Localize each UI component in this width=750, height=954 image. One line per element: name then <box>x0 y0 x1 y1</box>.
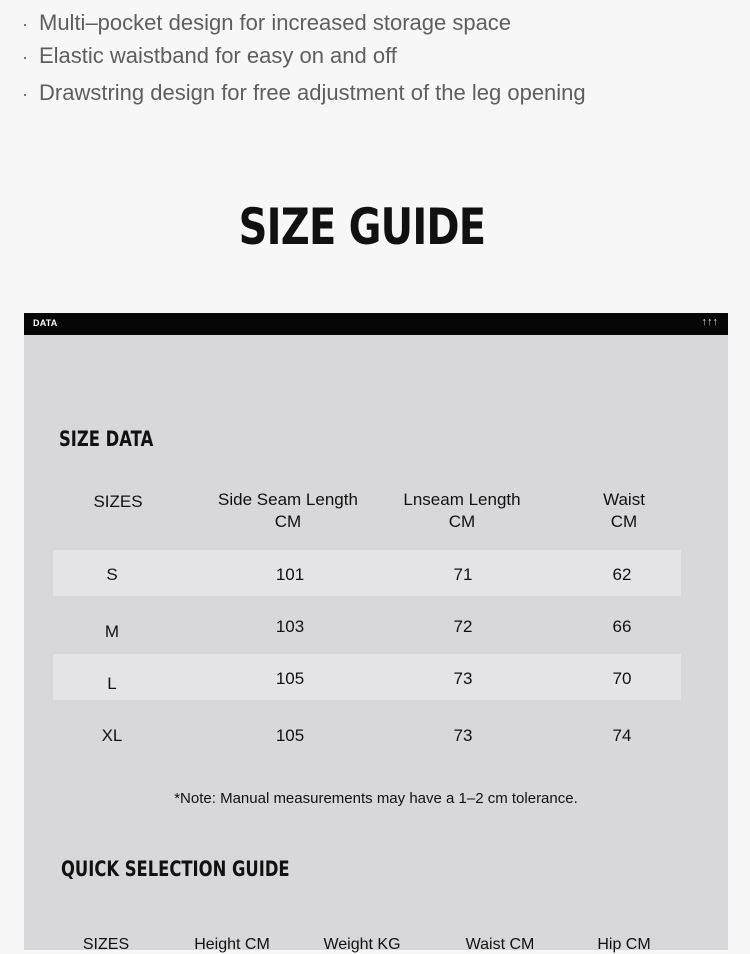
cell-inseam: 72 <box>453 617 473 636</box>
cell-waist: 66 <box>612 617 632 636</box>
size-data-title: SIZE DATA <box>59 427 154 451</box>
col-header-waist <box>564 489 684 533</box>
feature-item <box>22 10 511 37</box>
feature-text: Drawstring design for free adjustment of the leg opening <box>39 80 586 105</box>
panel-header-bar <box>24 313 728 335</box>
up-arrows-icon: ↑↑↑ <box>701 316 718 328</box>
col-header-side-seam <box>198 489 378 533</box>
qs-col-header-waist: Waist CM <box>465 936 535 953</box>
cell-side-seam: 105 <box>275 669 305 688</box>
cell-waist: 74 <box>612 726 632 745</box>
cell-inseam: 73 <box>453 726 473 745</box>
cell-side-seam: 103 <box>275 617 305 636</box>
feature-item <box>22 43 397 70</box>
cell-inseam: 71 <box>453 565 473 584</box>
feature-text: Multi–pocket design for increased storage space <box>39 10 512 35</box>
size-guide-title: SIZE GUIDE <box>238 198 486 256</box>
qs-col-header-sizes: SIZES <box>82 936 130 953</box>
cell-size: L <box>107 674 117 693</box>
feature-text: Elastic waistband for easy on and off <box>39 43 397 68</box>
cell-size: S <box>106 565 118 584</box>
cell-waist: 62 <box>612 565 632 584</box>
cell-size: XL <box>101 726 123 745</box>
bullet-dot: · <box>22 84 28 104</box>
size-panel <box>24 313 728 953</box>
cell-size: M <box>104 622 120 641</box>
col-header-line: Side Seam Length <box>218 490 358 509</box>
tolerance-note: *Note: Manual measurements may have a 1–2 cm tolerance. <box>174 790 578 807</box>
bullet-dot: · <box>22 14 28 34</box>
col-header-unit: CM <box>448 512 476 531</box>
col-header-unit: CM <box>610 512 638 531</box>
col-header-line: Lnseam Length <box>403 490 521 509</box>
bullet-dot: · <box>22 47 28 67</box>
quick-selection-title: QUICK SELECTION GUIDE <box>61 857 290 881</box>
cell-side-seam: 105 <box>275 726 305 745</box>
cell-inseam: 73 <box>453 669 473 688</box>
panel-tag: DATA <box>33 318 58 328</box>
feature-item <box>22 80 586 107</box>
qs-col-header-hip: Hip CM <box>597 936 651 953</box>
col-header-line: Waist <box>603 490 645 509</box>
qs-col-header-height: Height CM <box>194 936 270 953</box>
cell-waist: 70 <box>612 669 632 688</box>
col-header-unit: CM <box>274 512 302 531</box>
col-header-sizes <box>58 491 178 513</box>
col-header-inseam <box>382 489 542 533</box>
cell-side-seam: 101 <box>275 565 305 584</box>
col-header-line: SIZES <box>93 492 143 511</box>
qs-col-header-weight: Weight KG <box>323 936 401 953</box>
